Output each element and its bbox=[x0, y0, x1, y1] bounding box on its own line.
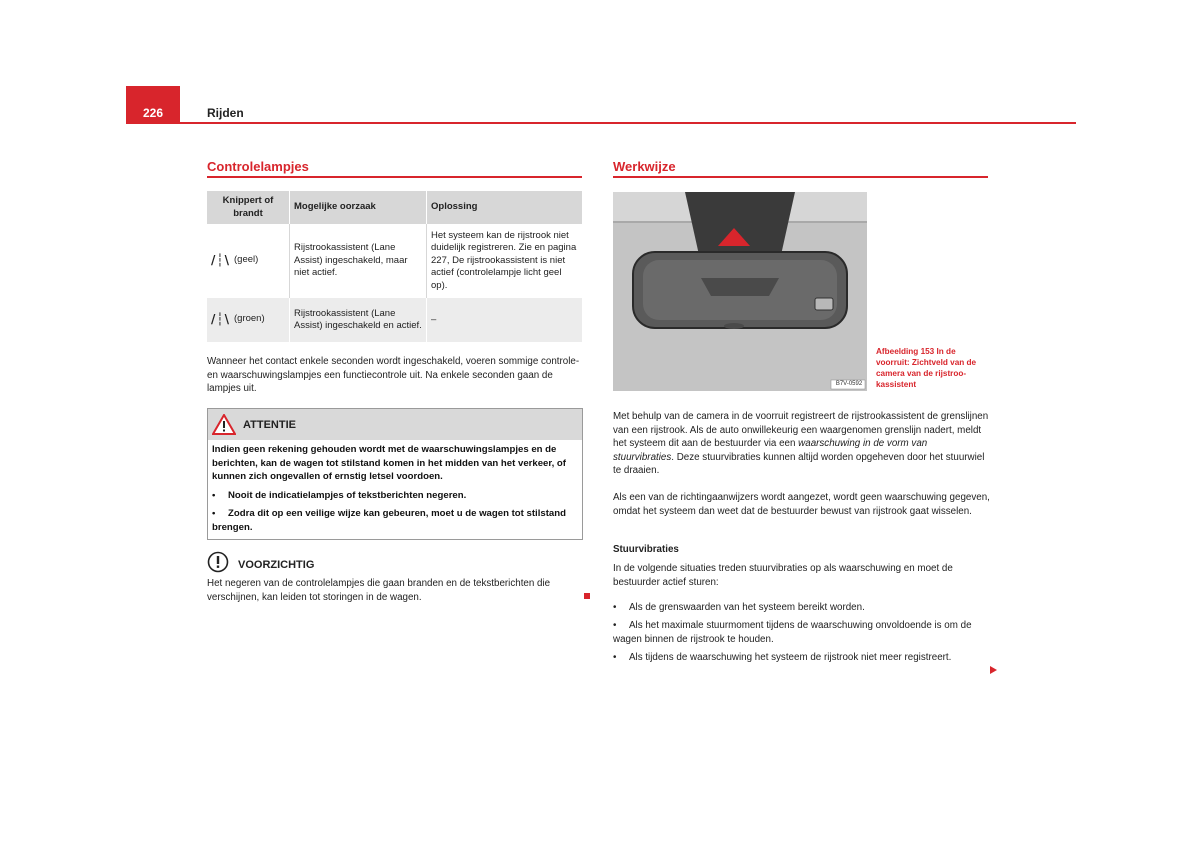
table-cell: Het systeem kan de rijstrook niet duidelijk registreren. Zie en pagina 227, De rijstrookassistent is niet actief (controlelampje licht geel op). bbox=[427, 224, 583, 298]
warning-bullet bbox=[212, 489, 576, 503]
warning-title: ATTENTIE bbox=[243, 419, 296, 431]
paragraph-turn-signal: Als een van de richtingaanwijzers wordt aangezet, wordt geen waarschuwing gegeven, omdat het systeem dan weet dat de bestuurder bewust van rijstrook gaat wisselen. bbox=[613, 492, 990, 517]
table-cell: Rijstrookassistent (Lane Assist) ingeschakeld, maar niet actief. bbox=[290, 224, 427, 298]
figure-code: B7V-0592 bbox=[835, 381, 863, 387]
section-rule bbox=[613, 176, 988, 178]
table-header: Mogelijke oorzaak bbox=[290, 191, 427, 224]
continue-arrow-icon bbox=[990, 666, 997, 674]
section-rule bbox=[207, 176, 582, 178]
lamp-color: (geel) bbox=[234, 253, 259, 265]
intro-paragraph: Wanneer het contact enkele seconden wordt ingeschakeld, voeren sommige controle- en waarschuwingslampjes een functiecontrole uit. Na enkele seconden gaan de lampjes uit. bbox=[207, 356, 580, 395]
list-item-text: Als de grenswaarden van het systeem bereikt worden. bbox=[629, 602, 865, 613]
rearview-mirror-illustration bbox=[613, 192, 867, 391]
paragraph-italic: waarschuwing in de vorm van stuurvibraties bbox=[613, 438, 928, 463]
bullet-dot: • bbox=[613, 620, 617, 631]
lane-assist-icon: /┆\ bbox=[211, 252, 230, 267]
table-header-row bbox=[207, 191, 582, 224]
list-item bbox=[613, 651, 973, 665]
warning-bullet bbox=[212, 507, 576, 534]
caution-text: Het negeren van de controlelampjes die gaan branden en de tekstberichten die verschijnen, kan leiden tot storingen in de wagen. bbox=[207, 578, 551, 603]
table-row bbox=[207, 298, 582, 342]
paragraph-function bbox=[613, 410, 990, 478]
paragraph-text: Met behulp van de camera in de voorruit registreert de rijstrookassistent de grenslijnen van een rijstrook. Als de auto onwillekeurig een waargenomen grenslijn nadert, meldt het systeem dit aan de bestuurder via een bbox=[613, 411, 989, 450]
caution-icon bbox=[207, 551, 229, 573]
subheading-stuurvibraties: Stuurvibraties bbox=[613, 544, 679, 555]
table-header: Knippert of brandt bbox=[207, 191, 290, 224]
table-row bbox=[207, 224, 582, 298]
bullet-dot: • bbox=[613, 602, 617, 613]
header-rule bbox=[126, 122, 1076, 124]
list-item-text: Als het maximale stuurmoment tijdens de waarschuwing onvoldoende is om de wagen binnen de rijstrook te houden. bbox=[613, 620, 972, 645]
bullet-dot: • bbox=[212, 508, 216, 519]
camera-figure bbox=[613, 192, 867, 391]
list-item-text: Als tijdens de waarschuwing het systeem de rijstrook niet meer registreert. bbox=[629, 652, 952, 663]
bullet-dot: • bbox=[613, 652, 617, 663]
lamp-cell bbox=[211, 254, 258, 267]
lane-assist-icon: /┆\ bbox=[211, 311, 230, 326]
list-item bbox=[613, 601, 990, 615]
warning-text: Indien geen rekening gehouden wordt met de waarschuwingslampjes en de berichten, kan de wagen tot stilstand komen in het midden van het verkeer, of kunnen zich ongevallen of ernstig letsel voordoen. bbox=[212, 444, 566, 483]
section-end-marker bbox=[584, 593, 590, 599]
table-header: Oplossing bbox=[427, 191, 583, 224]
section-title-werkwijze: Werkwijze bbox=[613, 159, 676, 174]
chapter-title: Rijden bbox=[207, 106, 244, 120]
list-item bbox=[613, 619, 990, 646]
warning-triangle-icon bbox=[212, 414, 236, 435]
bullet-dot: • bbox=[212, 490, 216, 501]
warning-bullet-text: Zodra dit op een veilige wijze kan gebeuren, moet u de wagen tot stilstand brengen. bbox=[212, 508, 566, 533]
figure-caption: Afbeelding 153 In de voorruit: Zichtveld van de camera van de rijstrookassistent bbox=[876, 347, 977, 389]
lamp-color: (groen) bbox=[234, 312, 265, 324]
warning-bullet-text: Nooit de indicatielampjes of tekstberichten negeren. bbox=[228, 490, 467, 501]
lamp-cell bbox=[211, 313, 265, 326]
table-cell: Rijstrookassistent (Lane Assist) ingeschakeld en actief. bbox=[290, 298, 427, 342]
page-number: 226 bbox=[142, 106, 164, 120]
caution-title: VOORZICHTIG bbox=[238, 559, 315, 571]
table-cell bbox=[207, 298, 290, 342]
table-cell bbox=[207, 224, 290, 298]
paragraph-text: . Deze stuurvibraties kunnen altijd worden opgeheven door het stuurwiel te draaien. bbox=[613, 451, 985, 477]
section-title-controlelampjes: Controlelampjes bbox=[207, 159, 309, 174]
paragraph-situations: In de volgende situaties treden stuurvibraties op als waarschuwing en moet de bestuurder actief sturen: bbox=[613, 563, 953, 588]
indicator-table bbox=[207, 191, 582, 342]
table-cell: – bbox=[427, 298, 583, 342]
